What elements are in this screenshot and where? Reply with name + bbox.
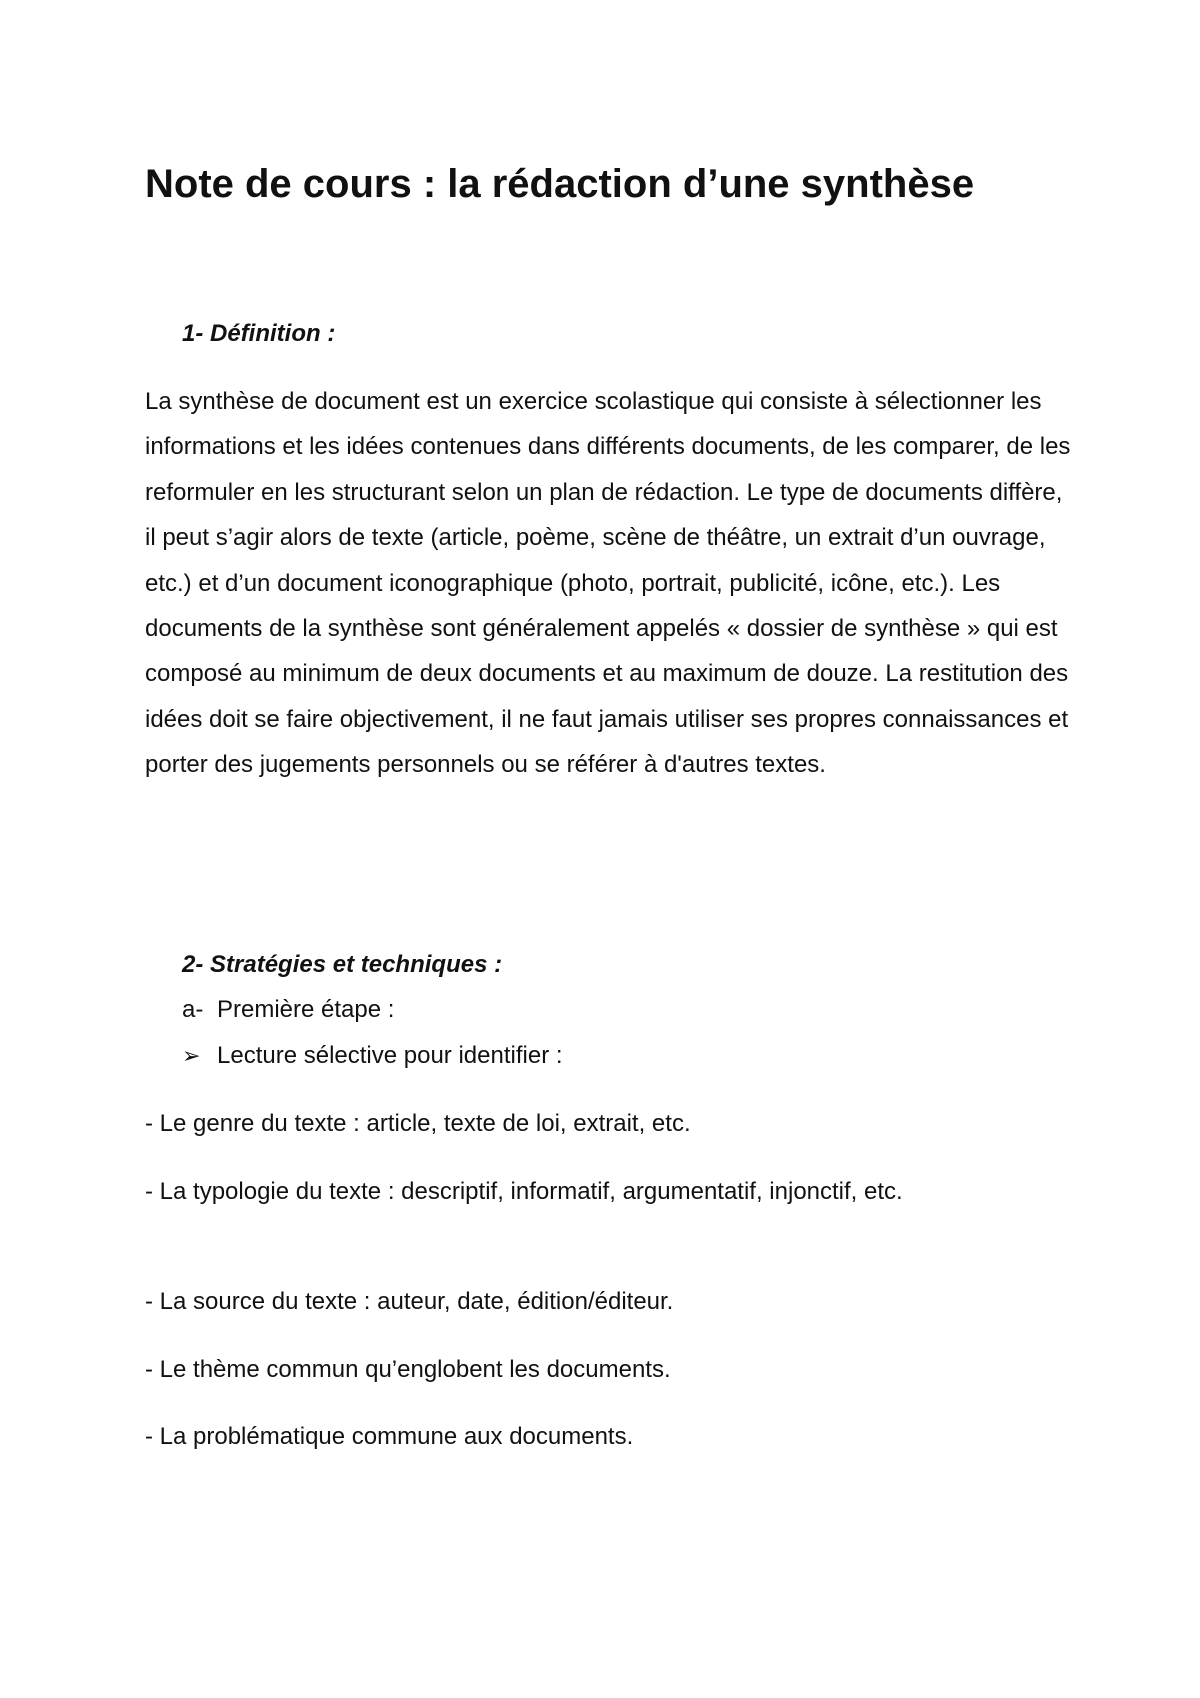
step-label: Première étape : — [217, 996, 395, 1023]
step-marker: a- — [182, 996, 204, 1023]
list-item: - Le thème commun qu’englobent les documents. — [145, 1356, 671, 1383]
section-heading-strategies: 2- Stratégies et techniques : — [182, 951, 503, 978]
list-item: - Le genre du texte : article, texte de loi, extrait, etc. — [145, 1110, 691, 1137]
bullet-label: Lecture sélective pour identifier : — [217, 1042, 563, 1069]
page-title: Note de cours : la rédaction d’une synthèse — [145, 162, 975, 206]
definition-paragraph: La synthèse de document est un exercice scolastique qui consiste à sélectionner les informations et les idées contenues dans différents documents, de les comparer, de les reformuler en les structurant selon un plan de rédaction. Le type de documents diffère, il peut s’agir alors de texte (article, poème, scène de théâtre, un extrait d’un ouvrage, etc.) et d’un document iconographique (photo, portrait, publicité, icône, etc.). Les documents de la synthèse sont généralement appelés « dossier de synthèse » qui est composé au minimum de deux documents et au maximum de douze. La restitution des idées doit se faire objectivement, il ne faut jamais utiliser ses propres connaissances et porter des jugements personnels ou se référer à d'autres textes. — [145, 388, 1071, 779]
section-heading-definition: 1- Définition : — [182, 320, 336, 347]
list-item: - La typologie du texte : descriptif, informatif, argumentatif, injonctif, etc. — [145, 1178, 903, 1205]
step-line — [182, 994, 394, 1026]
list-item: - La problématique commune aux documents. — [145, 1423, 634, 1450]
bullet-line — [182, 1040, 563, 1072]
arrow-bullet-icon: ➢ — [182, 1043, 201, 1068]
list-item: - La source du texte : auteur, date, édition/éditeur. — [145, 1288, 674, 1315]
